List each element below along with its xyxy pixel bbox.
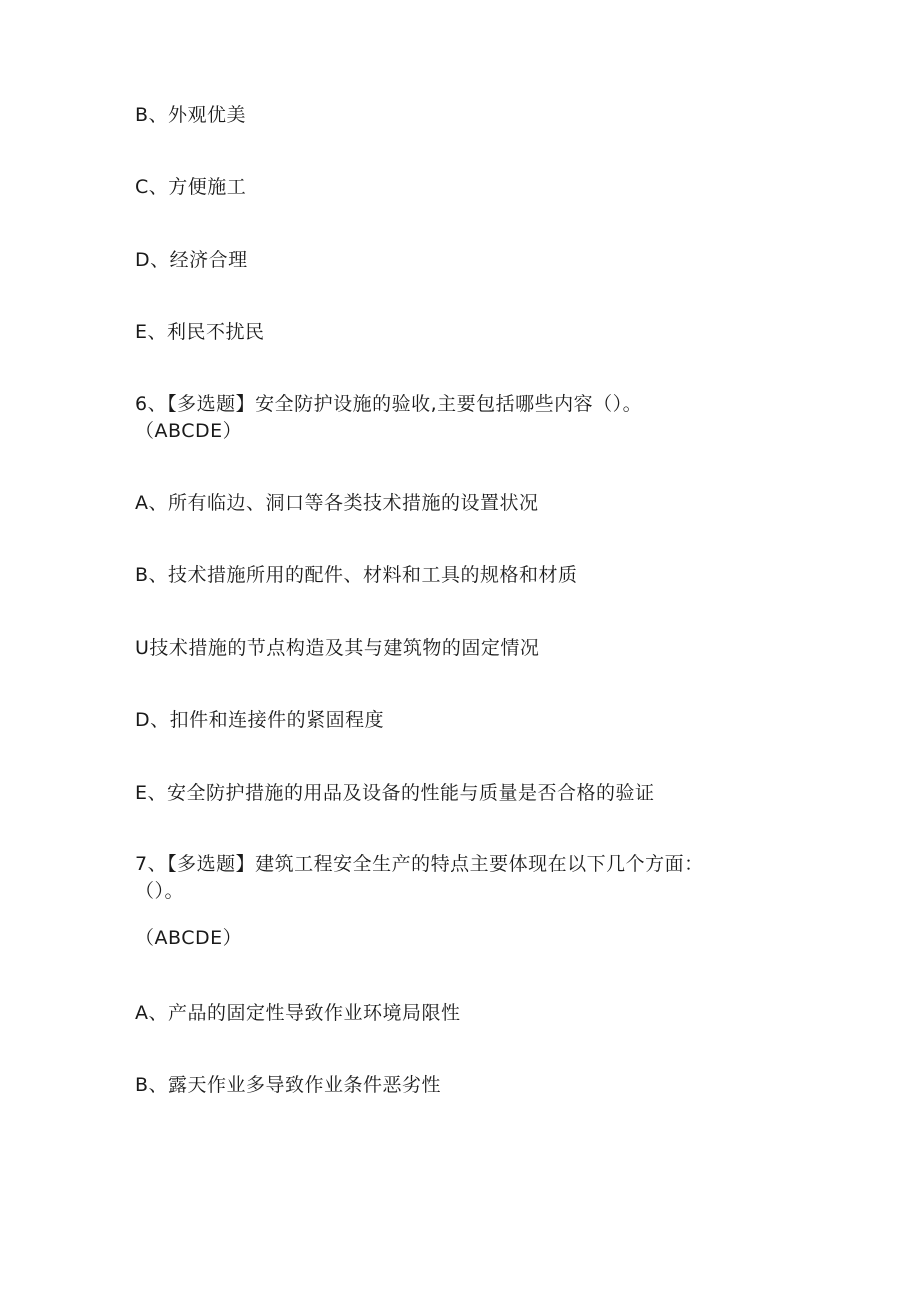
q5-option-c: C、方便施工 [135,176,247,198]
q6-option-a: A、所有临边、洞口等各类技术措施的设置状况 [135,492,539,514]
q6-option-b: B、技术措施所用的配件、材料和工具的规格和材质 [135,564,578,586]
q5-option-d: D、经济合理 [135,249,248,271]
q7-question-cont: （）。 [135,880,185,902]
q6-answer: （ABCDE） [135,420,243,442]
q5-option-b: B、外观优美 [135,104,247,126]
q7-question: 7、【多选题】建筑工程安全生产的特点主要体现在以下几个方面： [135,853,704,875]
q6-option-c: U技术措施的节点构造及其与建筑物的固定情况 [135,637,540,659]
q7-answer: （ABCDE） [135,927,243,949]
q5-option-e: E、利民不扰民 [135,321,265,343]
q6-question: 6、【多选题】安全防护设施的验收,主要包括哪些内容（）。 [135,393,643,415]
q7-option-a: A、产品的固定性导致作业环境局限性 [135,1002,461,1024]
q7-option-b: B、露天作业多导致作业条件恶劣性 [135,1074,442,1096]
q6-option-e: E、安全防护措施的用品及设备的性能与质量是否合格的验证 [135,782,655,804]
q6-option-d: D、扣件和连接件的紧固程度 [135,709,385,731]
